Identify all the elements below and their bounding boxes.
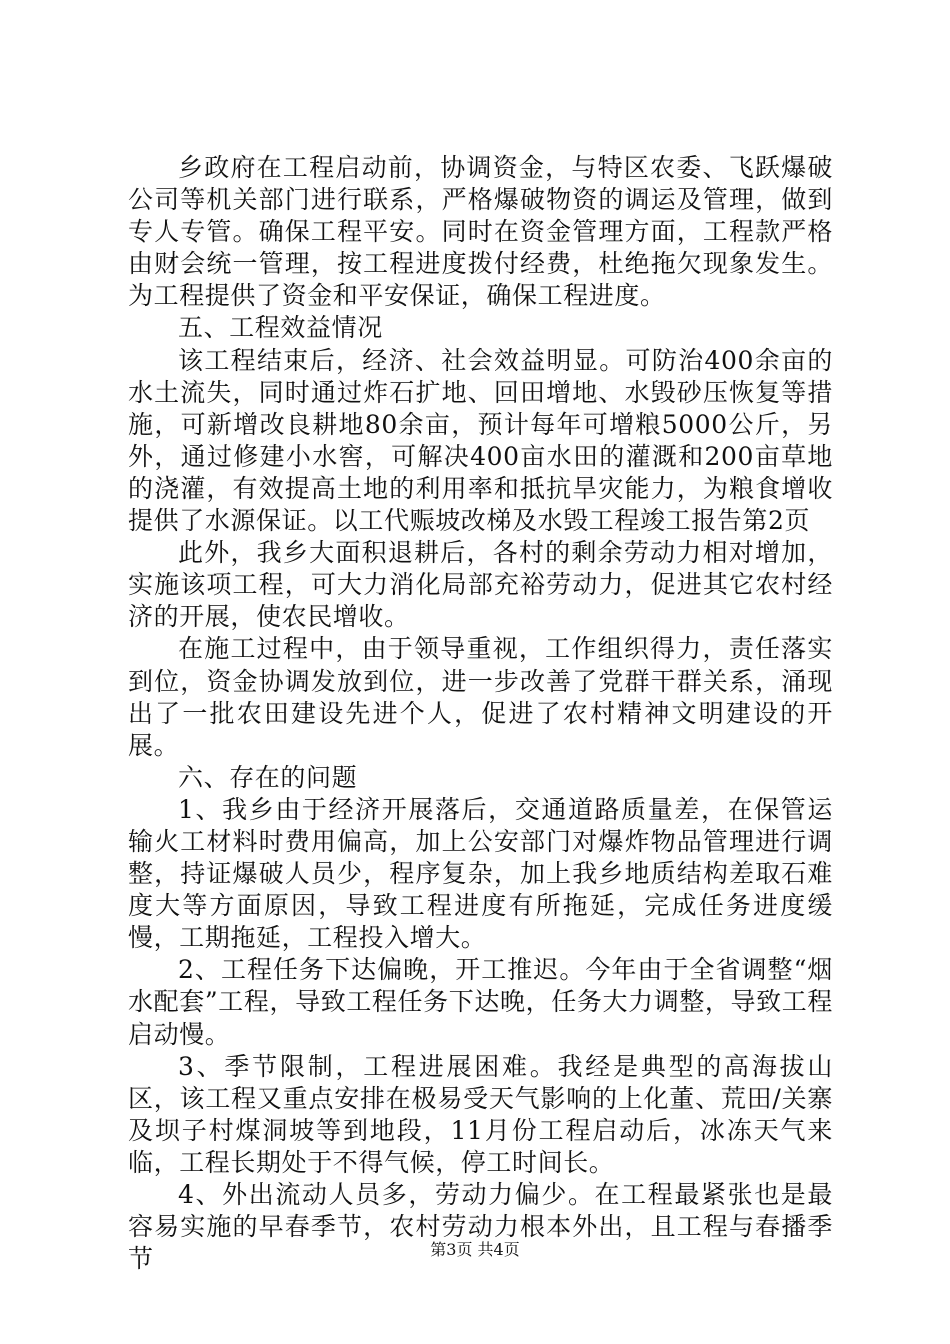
problem-item-2: 2、工程任务下达偏晚，开工推迟。今年由于全省调整“烟水配套”工程，导致工程任务下达晚，任务大力调整，导致工程启动慢。 [128,955,833,1049]
document-body [128,152,833,1275]
paragraph-funding-safety: 乡政府在工程启动前，协调资金，与特区农委、飞跃爆破公司等机关部门进行联系，严格爆破物资的调运及管理，做到专人专管。确保工程平安。同时在资金管理方面，工程款严格由财会统一管理，按工程进度拨付经费，杜绝拖欠现象发生。为工程提供了资金和平安保证，确保工程进度。 [128,153,833,311]
problem-item-3: 3、季节限制，工程进展困难。我经是典型的高海拔山区，该工程又重点安排在极易受天气影响的上化董、荒田/关寨及坝子村煤洞坡等到地段，11月份工程启动后，冰冻天气来临，工程长期处于不得气候，停工时间长。 [128,1051,833,1177]
problem-item-4: 4、外出流动人员多，劳动力偏少。在工程最紧张也是最容易实施的早春季节，农村劳动力根本外出，且工程与春播季节 [128,1180,833,1274]
paragraph-labor: 此外，我乡大面积退耕后，各村的剩余劳动力相对增加，实施该项工程，可大力消化局部充裕劳动力，促进其它农村经济的开展，使农民增收。 [128,538,833,632]
paragraph-construction: 在施工过程中，由于领导重视，工作组织得力，责任落实到位，资金协调发放到位，进一步改善了党群干群关系，涌现出了一批农田建设先进个人，促进了农村精神文明建设的开展。 [128,634,833,760]
paragraph-benefits: 该工程结束后，经济、社会效益明显。可防治400余亩的水土流失，同时通过炸石扩地、回田增地、水毁砂压恢复等措施，可新增改良耕地80余亩，预计每年可增粮5000公斤，另外，通过修建小水窖，可解决400亩水田的灌溉和200亩草地的浇灌，有效提高土地的利用率和抵抗旱灾能力，为粮食增收提供了水源保证。以工代赈坡改梯及水毁工程竣工报告第2页 [128,345,833,536]
section-heading-benefits: 五、工程效益情况 [178,313,383,343]
page-footer: 第3页 共4页 [430,1240,520,1259]
problem-item-1: 1、我乡由于经济开展落后，交通道路质量差，在保管运输火工材料时费用偏高，加上公安部门对爆炸物品管理进行调整，持证爆破人员少，程序复杂，加上我乡地质结构差取石难度大等方面原因，导致工程进度有所拖延，完成任务进度缓慢，工期拖延，工程投入增大。 [128,794,833,953]
section-heading-problems: 六、存在的问题 [178,762,358,792]
